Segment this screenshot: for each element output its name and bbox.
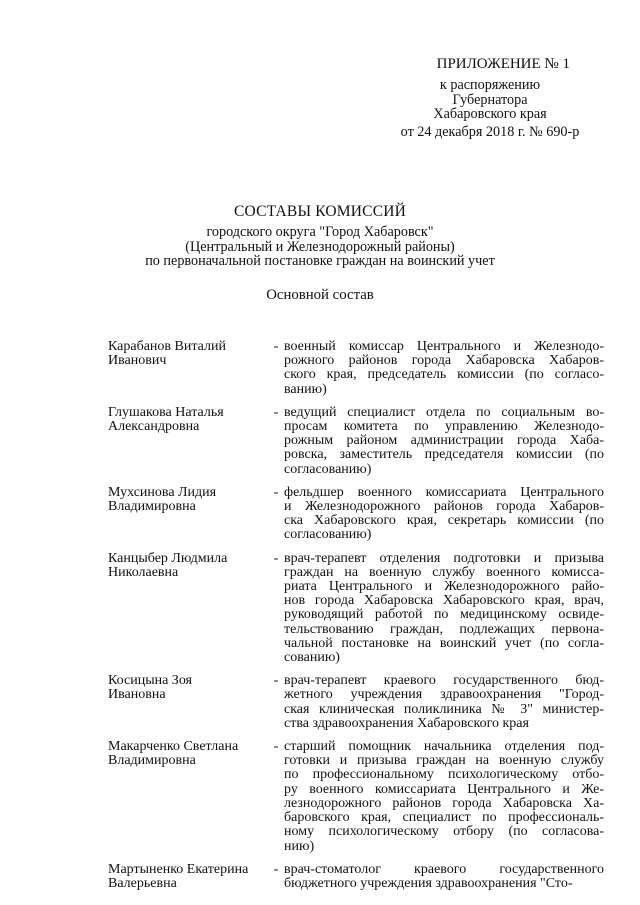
member-separator: - (273, 861, 279, 877)
member-row (108, 406, 604, 477)
member-list (108, 340, 604, 900)
subtitle-line: по первоначальной постановке граждан на воинский учет (145, 253, 495, 269)
member-role: фельдшер военного комиссариата Центрального и Железнодорожного районов города Хабаров- ска Хабаровского края, секретарь комиссии (по согласованию) (284, 484, 604, 543)
appendix-line: к распоряжению (439, 77, 541, 93)
member-name: Косицына Зоя Ивановна (108, 673, 192, 703)
member-separator: - (273, 739, 279, 755)
member-role: ведущий специалист отдела по социальным во- просам комитета по управлению Железнодо- рожным районом администрации города Хаба- ровска, заместитель председателя комиссии (по согласованию) (284, 404, 604, 477)
subtitle-line: городского округа "Город Хабаровск" (206, 224, 434, 240)
member-role: старший помощник начальника отделения под- готовки и призыва граждан на военную службу по профессиональному психологическому отбо- ру военного комиссариата Центрального и Же- лезнодорожного районов города Хабаровска Ха- баровского края, специалист по профессиональ- ному психологическому отбору (по согласова- нию) (284, 739, 604, 854)
member-row (108, 340, 604, 397)
member-separator: - (273, 404, 279, 420)
member-row (108, 674, 604, 731)
member-role: врач-терапевт отделения подготовки и призыва граждан на военную службу военного комисса- риата Центрального и Железнодорожного райо- нов города Хабаровска Хабаровского края, врач, руководящий работой по медицинскому освиде- тельствованию граждан, подлежащих первона- чальной постановке на воинский учет (по согла- сованию) (284, 550, 604, 666)
composition-heading: Основной состав (266, 287, 374, 303)
member-row (108, 552, 604, 666)
document-subtitle (0, 225, 640, 269)
member-separator: - (273, 484, 279, 500)
member-row (108, 863, 604, 891)
member-row (108, 486, 604, 543)
member-row (108, 740, 604, 854)
member-name: Макарченко Светлана Владимировна (108, 739, 239, 769)
member-name: Мартыненко Екатерина Валерьевна (108, 861, 249, 891)
appendix-line: от 24 декабря 2018 г. № 690-р (400, 123, 580, 140)
subtitle-line: (Центральный и Железнодорожный районы) (185, 238, 455, 255)
appendix-line: Губернатора (452, 91, 528, 108)
document-title: СОСТАВЫ КОМИССИЙ (233, 203, 407, 220)
appendix-title: ПРИЛОЖЕНИЕ № 1 (436, 56, 570, 72)
member-role: врач-стоматолог краевого государственного бюджетного учреждения здравоохранения "Сто- (284, 861, 604, 891)
member-name: Карабанов Виталий Иванович (108, 339, 226, 369)
member-name: Глушакова Наталья Александровна (108, 404, 224, 435)
member-name: Канцыбер Людмила Николаевна (108, 550, 228, 580)
member-name: Мухсинова Лидия Владимировна (108, 484, 217, 515)
appendix-reference (380, 78, 600, 139)
appendix-line: Хабаровского края (433, 106, 547, 122)
member-separator: - (273, 673, 279, 689)
member-separator: - (273, 550, 279, 566)
member-role: врач-терапевт краевого государственного бюд- жетного учреждения здравоохранения "Город- ская клиническая поликлиника № 3" министер- ства здравоохранения Хабаровского края (284, 673, 604, 731)
member-role: военный комиссар Центрального и Железнодо- рожного районов города Хабаровска Хабаров- ского края, председатель комиссии (по согласо- ванию) (284, 339, 604, 397)
member-separator: - (273, 339, 279, 354)
